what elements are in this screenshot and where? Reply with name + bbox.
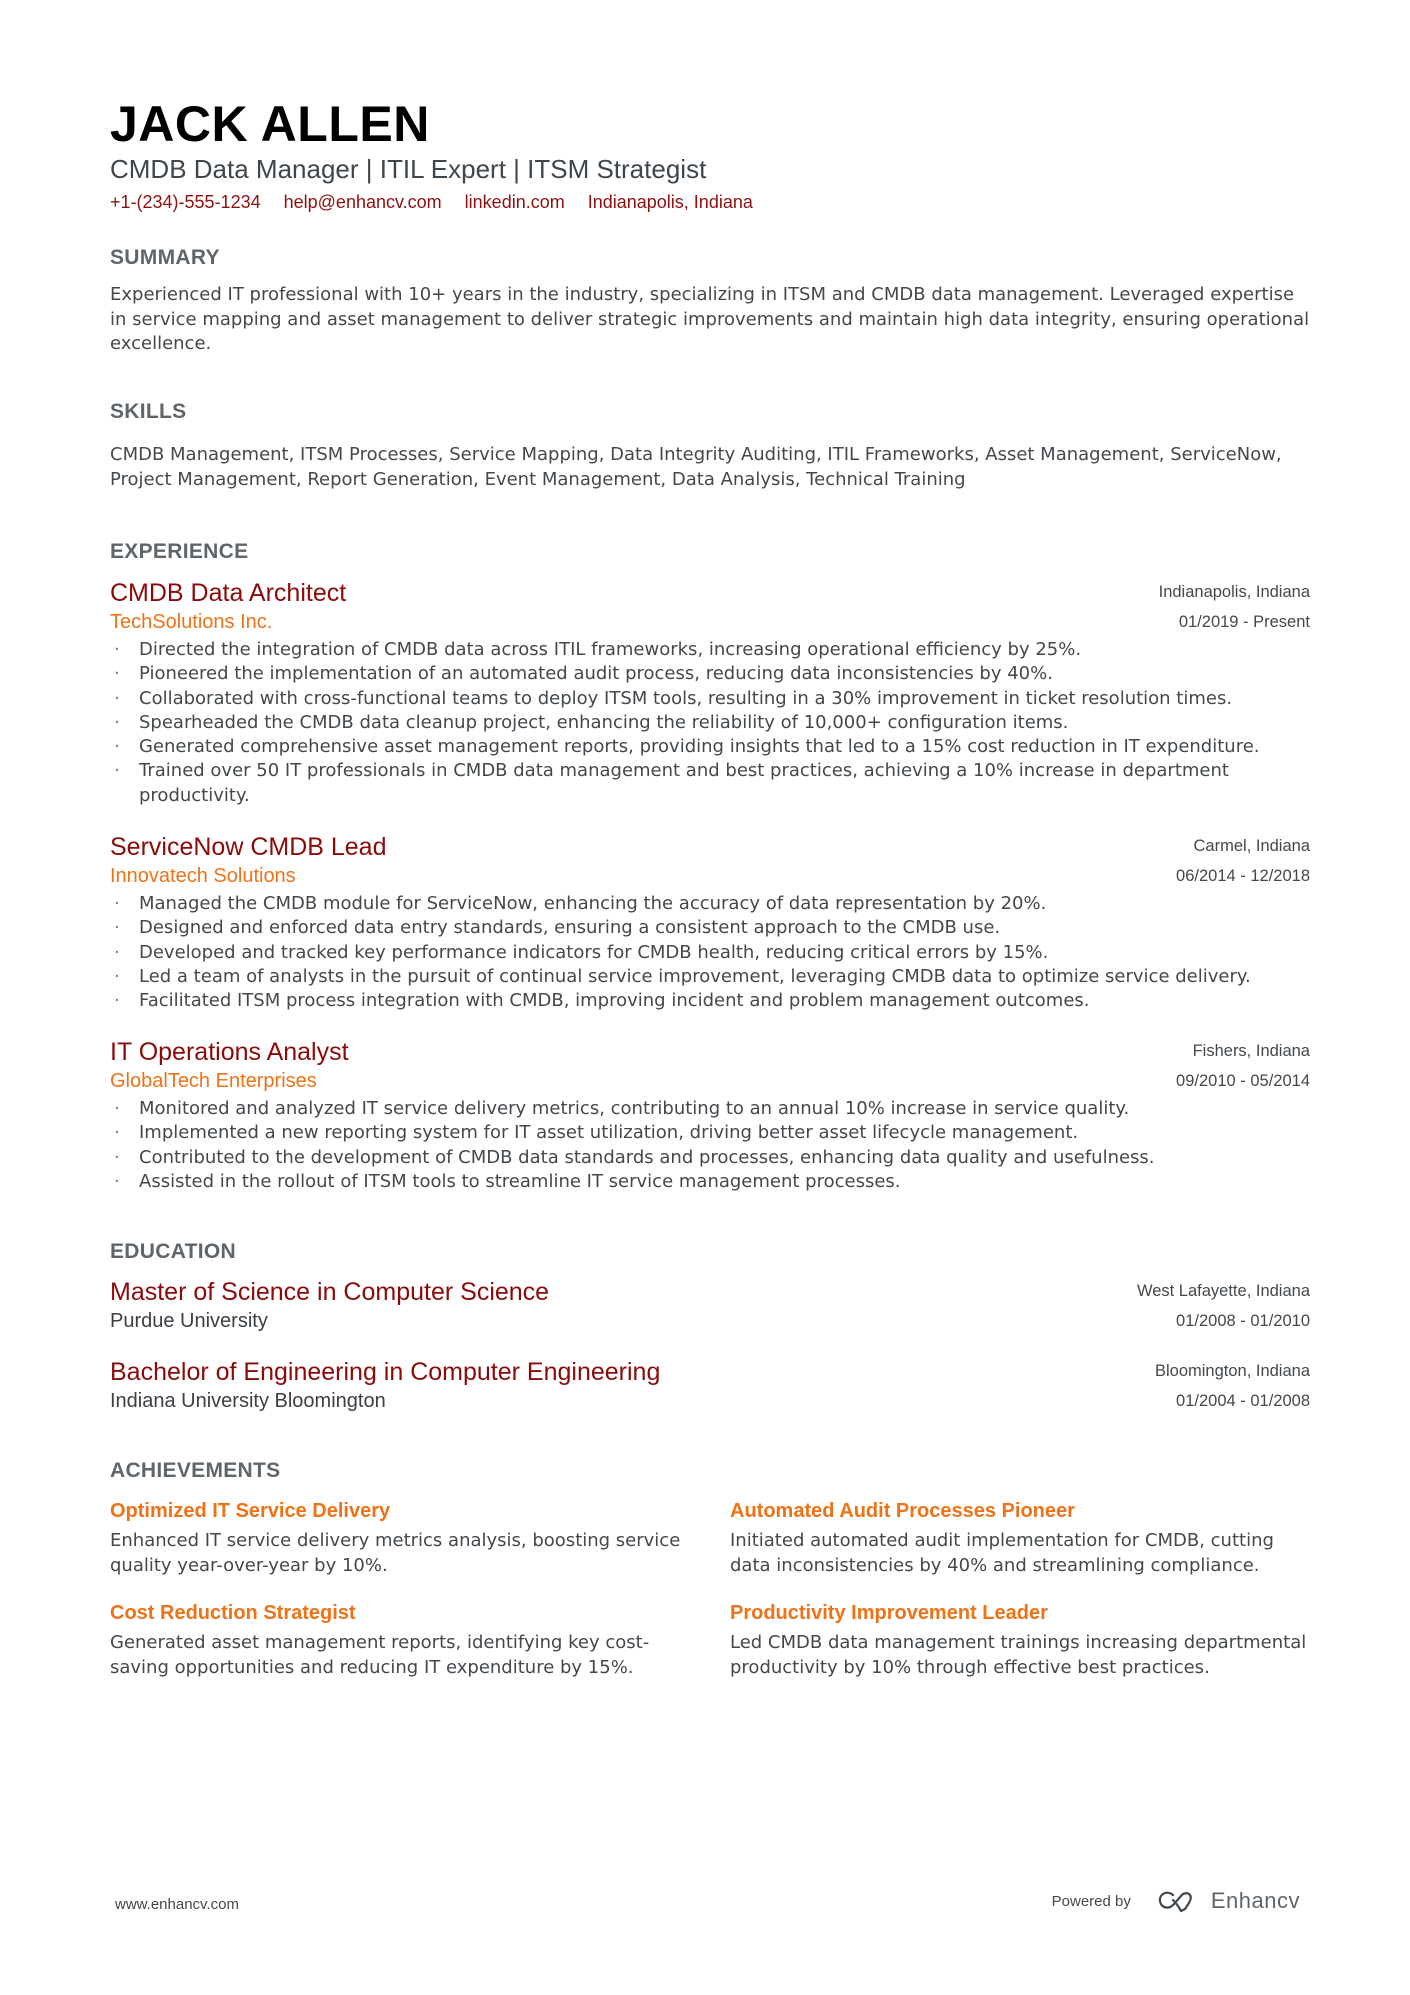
achievement-title: Optimized IT Service Delivery [110,1500,391,1522]
email-link[interactable]: help@enhancv.com [283,192,442,212]
achievement-item [110,1497,690,1578]
achievement-desc: Generated asset management reports, identifying key cost-saving opportunities and reducing IT expenditure by 15%. [110,1632,650,1678]
education-location: Bloomington, Indiana [1154,1362,1310,1380]
education-entry [110,1277,1310,1335]
candidate-name: JACK ALLEN [110,96,430,152]
education-entry [110,1357,1310,1415]
job-bullets [110,1097,1310,1194]
section-title-achievements: ACHIEVEMENTS [110,1459,281,1482]
job-dates: 06/2014 - 12/2018 [1176,866,1310,885]
bullet-item: · Contributed to the development of CMDB data standards and processes, enhancing data quality and usefulness. [110,1146,1310,1170]
job-title: CMDB Data Architect [110,579,347,607]
education-meta [1155,1357,1310,1416]
job-meta [1176,1037,1310,1096]
job-meta [1176,832,1310,891]
bullet-item: · Managed the CMDB module for ServiceNow, enhancing the accuracy of data representation by 20%. [110,892,1310,916]
footer-branding [1052,1888,1300,1914]
bullet-item: · Implemented a new reporting system for IT asset utilization, driving better asset lifecycle management. [110,1121,1310,1145]
contact-bar [110,190,771,214]
bullet-item: · Generated comprehensive asset management reports, providing insights that led to a 15% cost reduction in IT expenditure. [110,735,1310,759]
bullet-item: · Directed the integration of CMDB data across ITIL frameworks, increasing operational efficiency by 25%. [110,638,1310,662]
bullet-item: · Facilitated ITSM process integration with CMDB, improving incident and problem management outcomes. [110,989,1310,1013]
achievement-title: Automated Audit Processes Pioneer [730,1500,1075,1522]
job-location: Indianapolis, Indiana [1158,583,1310,601]
skills-text: CMDB Management, ITSM Processes, Service Mapping, Data Integrity Auditing, ITIL Frameworks, Asset Management, ServiceNow, Project Management, Report Generation, Event Management, Data Analysis, Technical Training [110,444,1282,490]
bullet-item: · Monitored and analyzed IT service delivery metrics, contributing to an annual 10% increase in service quality. [110,1097,1310,1121]
achievement-item [730,1497,1310,1578]
linkedin-link[interactable]: linkedin.com [464,192,565,212]
section-title-education: EDUCATION [110,1240,236,1263]
education-dates: 01/2008 - 01/2010 [1176,1311,1310,1330]
bullet-item: · Designed and enforced data entry standards, ensuring a consistent approach to the CMDB use. [110,916,1310,940]
phone-link[interactable]: +1-(234)-555-1234 [110,192,261,212]
company-name: Innovatech Solutions [110,865,296,887]
experience-entry [110,1037,1310,1194]
achievement-desc: Initiated automated audit implementation for CMDB, cutting data inconsistencies by 40% and streamlining compliance. [730,1530,1274,1576]
job-meta [1159,578,1310,637]
job-location: Carmel, Indiana [1193,837,1310,855]
section-title-experience: EXPERIENCE [110,540,249,563]
education-location: West Lafayette, Indiana [1136,1282,1310,1300]
job-dates: 09/2010 - 05/2014 [1176,1071,1310,1090]
summary-text: Experienced IT professional with 10+ years in the industry, specializing in ITSM and CMDB data management. Leveraged expertise in service mapping and asset management to deliver strategic improvements and maintain high data integrity, ensuring operational excellence. [110,284,1310,354]
experience-entry [110,832,1310,1013]
job-dates: 01/2019 - Present [1178,612,1310,631]
bullet-item: · Led a team of analysts in the pursuit of continual service improvement, leveraging CMDB data to optimize service delivery. [110,965,1310,989]
experience-entry [110,578,1310,808]
job-bullets [110,638,1310,808]
education-dates: 01/2004 - 01/2008 [1176,1391,1310,1410]
achievement-item [730,1599,1310,1680]
school-name: Indiana University Bloomington [110,1390,386,1412]
company-name: TechSolutions Inc. [110,611,273,633]
location-text: Indianapolis, Indiana [587,192,753,212]
company-name: GlobalTech Enterprises [110,1070,317,1092]
achievement-desc: Led CMDB data management trainings increasing departmental productivity by 10% through effective best practices. [730,1632,1307,1678]
bullet-item: · Spearheaded the CMDB data cleanup project, enhancing the reliability of 10,000+ configuration items. [110,711,1310,735]
bullet-item: · Pioneered the implementation of an automated audit process, reducing data inconsistencies by 40%. [110,662,1310,686]
job-title: IT Operations Analyst [110,1038,349,1066]
bullet-item: · Developed and tracked key performance indicators for CMDB health, reducing critical errors by 15%. [110,941,1310,965]
brand-link[interactable] [1157,1888,1300,1914]
section-title-summary: SUMMARY [110,246,220,269]
degree-title: Master of Science in Computer Science [110,1278,550,1306]
job-title: ServiceNow CMDB Lead [110,833,387,861]
achievement-item [110,1599,690,1680]
job-bullets [110,892,1310,1013]
achievement-title: Productivity Improvement Leader [730,1602,1048,1624]
job-location: Fishers, Indiana [1192,1042,1310,1060]
achievement-desc: Enhanced IT service delivery metrics analysis, boosting service quality year-over-year by 10%. [110,1530,681,1576]
education-meta [1137,1277,1310,1336]
candidate-headline: CMDB Data Manager | ITIL Expert | ITSM Strategist [110,154,707,184]
achievement-title: Cost Reduction Strategist [110,1602,356,1624]
bullet-item: · Collaborated with cross-functional teams to deploy ITSM tools, resulting in a 30% improvement in ticket resolution times. [110,687,1310,711]
footer-website-link[interactable]: www.enhancv.com [115,1896,239,1913]
enhancv-logo-icon [1157,1889,1201,1913]
bullet-item: · Assisted in the rollout of ITSM tools to streamline IT service management processes. [110,1170,1310,1194]
powered-by-label: Powered by [1051,1892,1131,1910]
degree-title: Bachelor of Engineering in Computer Engineering [110,1358,661,1386]
school-name: Purdue University [110,1310,268,1332]
brand-name: Enhancv [1210,1888,1300,1913]
section-title-skills: SKILLS [110,400,187,423]
bullet-item: · Trained over 50 IT professionals in CMDB data management and best practices, achieving a 10% increase in department productivity. [110,759,1310,808]
